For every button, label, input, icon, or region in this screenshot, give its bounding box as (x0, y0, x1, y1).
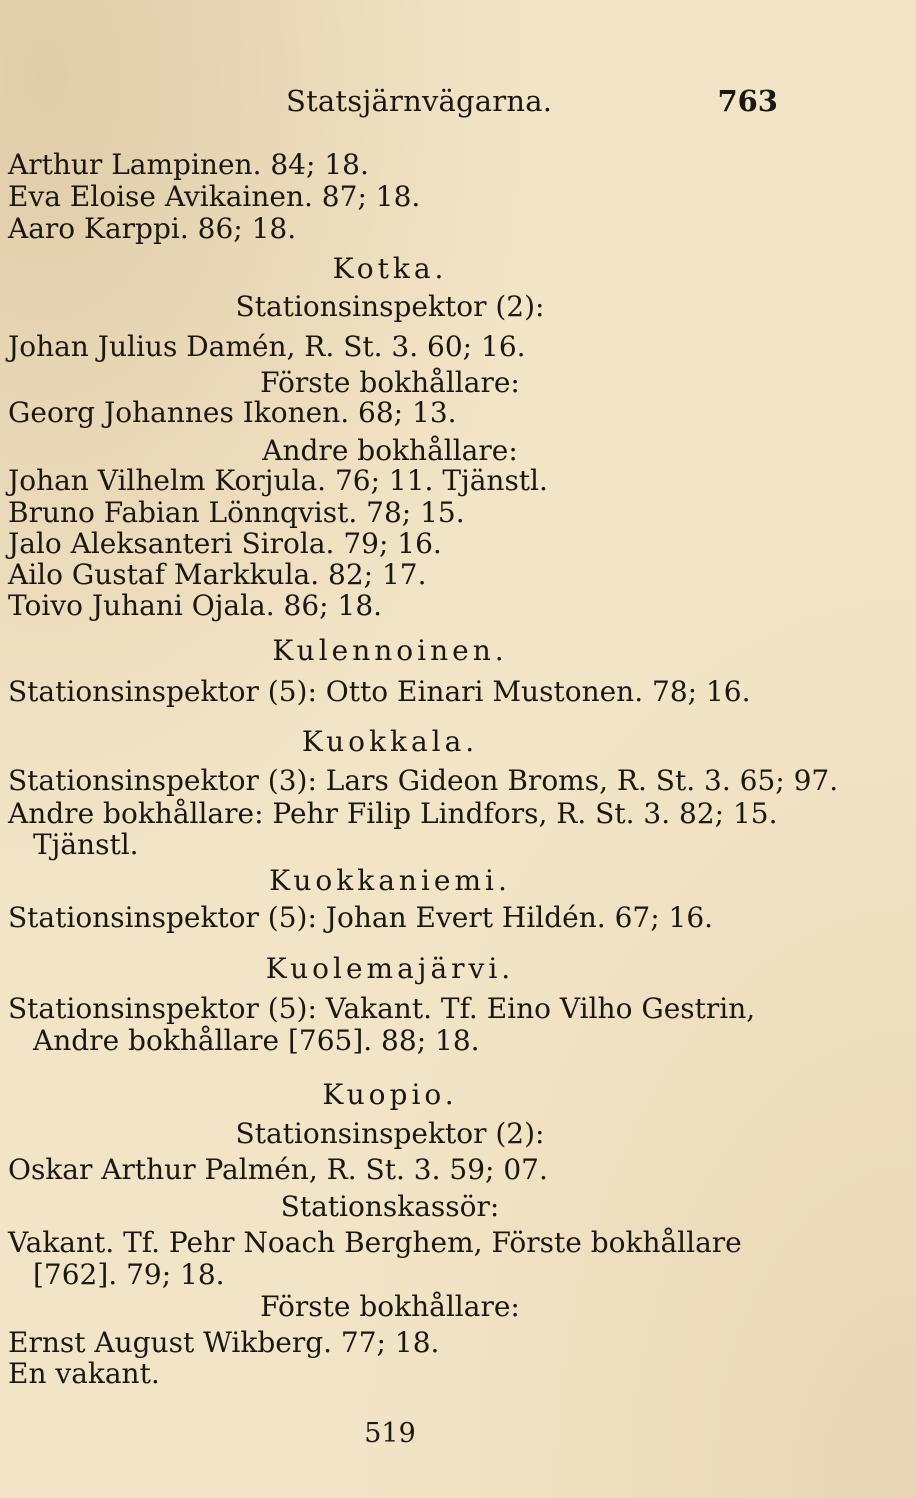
entry-continuation: [762]. 79; 18. (33, 1258, 225, 1291)
entry-line: Andre bokhållare: Pehr Filip Lindfors, R. St. 3. 82; 15. (8, 797, 778, 830)
entry-line: Stationsinspektor (5): Vakant. Tf. Eino Vilho Gestrin, (8, 992, 756, 1025)
entry-line: Toivo Juhani Ojala. 86; 18. (8, 589, 383, 622)
entry-line: Bruno Fabian Lönnqvist. 78; 15. (8, 496, 465, 529)
station-heading: Kuokkaniemi. (269, 864, 511, 897)
entry-line: Johan Julius Damén, R. St. 3. 60; 16. (8, 330, 526, 363)
entry-line: Jalo Aleksanteri Sirola. 79; 16. (8, 527, 442, 560)
role-heading: Förste bokhållare: (260, 366, 520, 399)
running-title: Statsjärnvägarna. (286, 84, 553, 118)
running-header (286, 84, 778, 124)
entry-line: Stationsinspektor (5): Otto Einari Mustonen. 78; 16. (8, 675, 751, 708)
station-heading: Kuopio. (322, 1078, 458, 1111)
role-heading: Stationskassör: (280, 1190, 500, 1223)
entry-line: Eva Eloise Avikainen. 87; 18. (8, 180, 421, 213)
entry-line: Oskar Arthur Palmén, R. St. 3. 59; 07. (8, 1153, 548, 1186)
role-heading: Stationsinspektor (2): (235, 290, 545, 323)
entry-continuation: Andre bokhållare [765]. 88; 18. (33, 1024, 480, 1057)
station-heading: Kulennoinen. (272, 634, 508, 667)
entry-line: En vakant. (8, 1357, 160, 1390)
station-heading: Kuokkala. (301, 725, 479, 758)
entry-continuation: Tjänstl. (33, 828, 139, 861)
entry-line: Vakant. Tf. Pehr Noach Berghem, Förste bokhållare (8, 1226, 742, 1259)
entry-line: Stationsinspektor (5): Johan Evert Hildén. 67; 16. (8, 901, 714, 934)
page-number: 763 (717, 84, 778, 118)
entry-line: Johan Vilhelm Korjula. 76; 11. Tjänstl. (8, 464, 548, 497)
role-heading: Stationsinspektor (2): (235, 1117, 545, 1150)
entry-line: Ernst August Wikberg. 77; 18. (8, 1326, 440, 1359)
entry-line: Ailo Gustaf Markkula. 82; 17. (8, 558, 427, 591)
role-heading: Förste bokhållare: (260, 1290, 520, 1323)
station-heading: Kotka. (332, 252, 448, 285)
station-heading: Kuolemajärvi. (265, 952, 515, 985)
entry-line: Georg Johannes Ikonen. 68; 13. (8, 396, 457, 429)
entry-line: Stationsinspektor (3): Lars Gideon Broms, R. St. 3. 65; 97. (8, 764, 839, 797)
role-heading: Andre bokhållare: (262, 434, 518, 467)
entry-line: Arthur Lampinen. 84; 18. (8, 148, 369, 181)
signature-mark: 519 (364, 1418, 416, 1449)
entry-line: Aaro Karppi. 86; 18. (8, 212, 297, 245)
